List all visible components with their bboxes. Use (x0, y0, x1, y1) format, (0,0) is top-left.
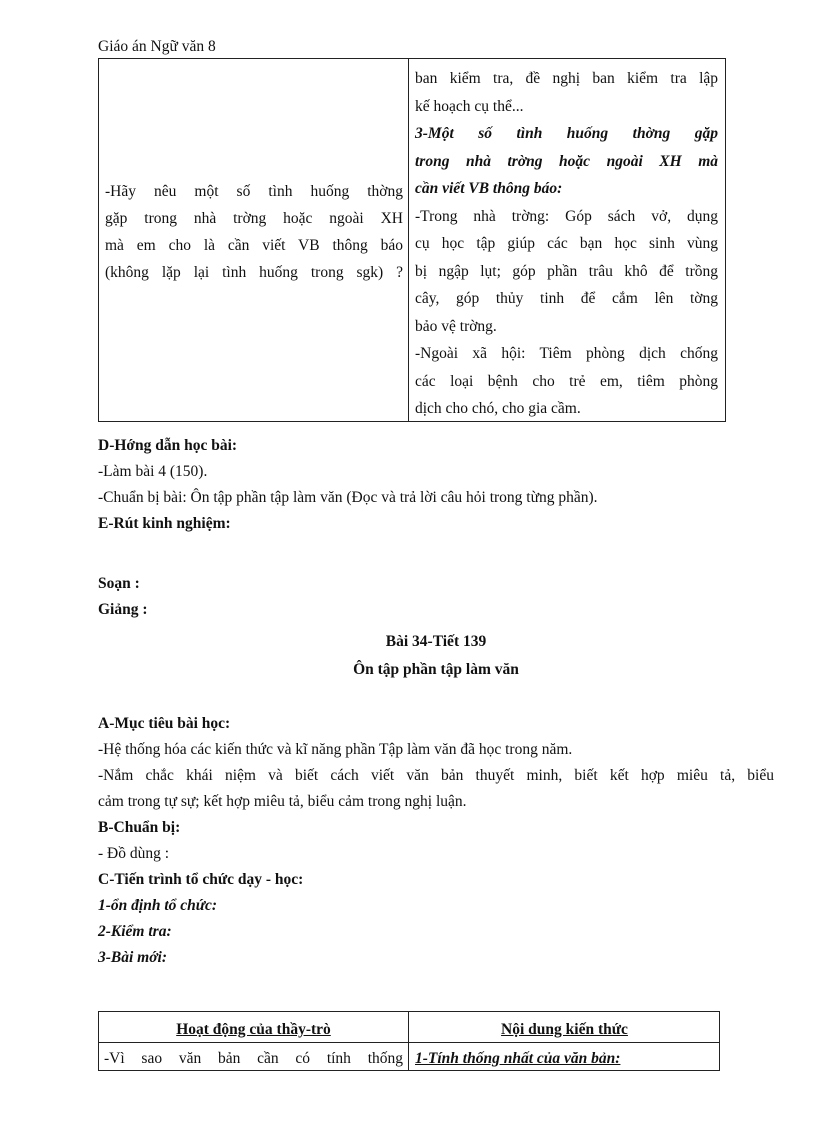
content-line: các loại bệnh cho trẻ em, tiêm phòng (415, 372, 718, 390)
content-line: -Ngoài xã hội: Tiêm phòng dịch chống (415, 345, 718, 362)
header-teacher-student: Hoạt động của thầy-trò (176, 1021, 331, 1038)
content-line: -Trong nhà trờng: Góp sách vở, dụng (415, 207, 718, 225)
content-heading-line: trong nhà trờng hoặc ngoài XH mà (415, 152, 718, 170)
lesson-heading (98, 628, 774, 684)
content-line: bị ngập lụt; góp phần trâu khô để trồng (415, 262, 718, 280)
section-b-title: B-Chuẩn bị: (98, 819, 181, 836)
schedule-block (98, 571, 788, 623)
section-d-line: -Chuẩn bị bài: Ôn tập phần tập làm văn (Đọc và trả lời câu hỏi trong từng phần). (98, 489, 598, 506)
content-line: cụ học tập giúp các bạn học sinh vùng (415, 235, 718, 252)
content-line: bảo vệ trờng. (415, 317, 497, 335)
lesson-title: Ôn tập phần tập làm văn (353, 661, 519, 678)
teacher-question-cell (105, 178, 403, 286)
header-subject: Giáo án Ngữ văn 8 (98, 38, 216, 55)
section-a (98, 711, 788, 971)
section-d (98, 433, 788, 537)
content-cell (415, 65, 718, 423)
activity-table-bottom (98, 1011, 720, 1071)
content-line: kế hoạch cụ thể... (415, 97, 524, 115)
soan-label: Soạn : (98, 575, 140, 592)
question-line: (không lặp lại tình huống trong sgk) ? (105, 264, 403, 281)
question-line: -Hãy nêu một số tình huống thờng (105, 183, 403, 200)
section-c-step: 1-ổn định tổ chức: (98, 897, 218, 914)
section-a-line: cảm trong tự sự; kết hợp miêu tả, biểu cảm trong nghị luận. (98, 793, 467, 810)
giang-label: Giảng : (98, 601, 148, 618)
section-b-line: - Đồ dùng : (98, 845, 170, 862)
content-heading-line: cần viết VB thông báo: (415, 180, 563, 197)
row-content-heading: 1-Tính thống nhất của văn bản: (415, 1050, 621, 1067)
section-c-title: C-Tiến trình tổ chức dạy - học: (98, 871, 304, 888)
section-a-line: -Hệ thống hóa các kiến thức và kĩ năng phần Tập làm văn đã học trong năm. (98, 741, 573, 758)
activity-table-top (98, 58, 726, 422)
content-line: cây, góp thủy tinh để cắm lên tờng (415, 290, 718, 307)
section-e-title: E-Rút kinh nghiệm: (98, 515, 231, 532)
section-c-step: 3-Bài mới: (98, 949, 168, 966)
section-d-line: -Làm bài 4 (150). (98, 463, 208, 480)
question-line: mà em cho là cần viết VB thông báo (105, 237, 403, 254)
section-d-title: D-Hớng dẫn học bài: (98, 437, 238, 454)
header-content: Nội dung kiến thức (501, 1021, 628, 1038)
section-c-step: 2-Kiểm tra: (98, 923, 172, 940)
content-line: dịch cho chó, cho gia cầm. (415, 400, 581, 417)
table-divider (408, 59, 409, 421)
question-line: gặp trong nhà trờng hoặc ngoài XH (105, 210, 403, 227)
table-header-rule (99, 1042, 719, 1043)
section-a-title: A-Mục tiêu bài học: (98, 715, 231, 732)
row-question: -Vì sao văn bản cần có tính thống (104, 1050, 403, 1067)
content-line: ban kiểm tra, đề nghị ban kiểm tra lập (415, 70, 718, 87)
content-heading-line: 3-Một số tình huống thờng gặp (415, 125, 718, 142)
section-a-line: -Nắm chắc khái niệm và biết cách viết văn bản thuyết minh, biết kết hợp miêu tả, biểu (98, 767, 774, 784)
lesson-number: Bài 34-Tiết 139 (385, 633, 487, 650)
